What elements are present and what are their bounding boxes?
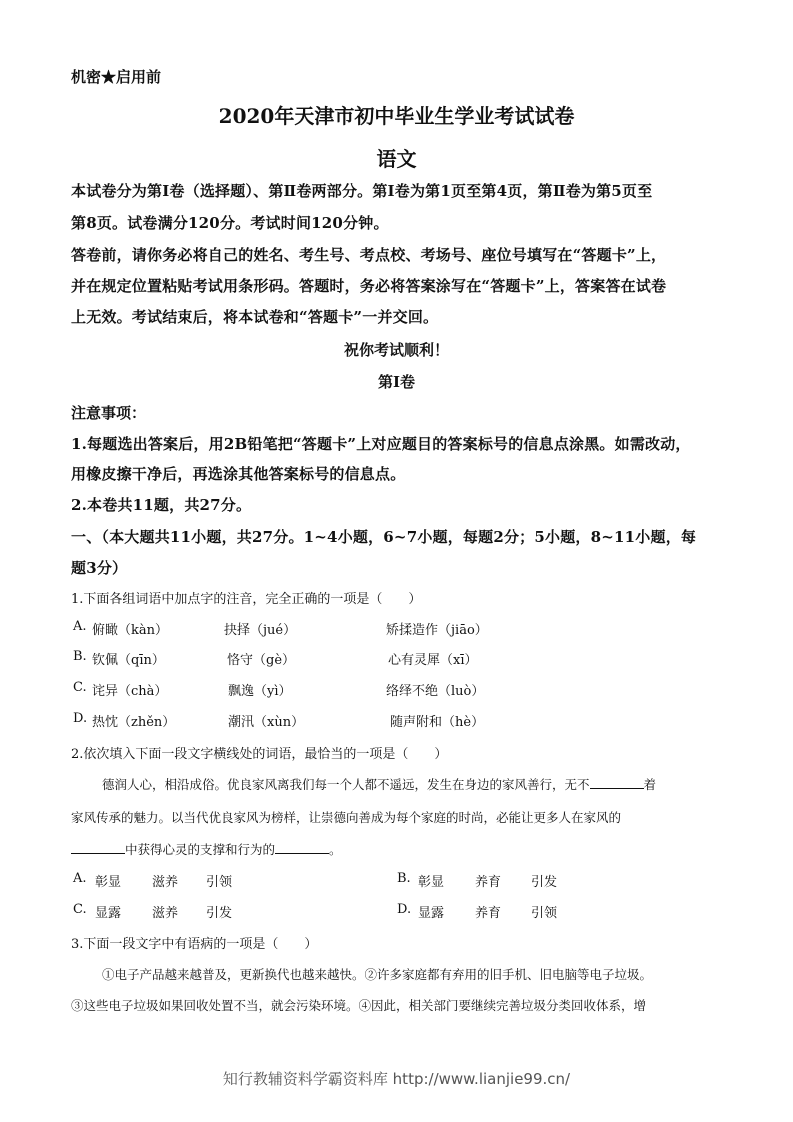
option-word-1: 钦佩（qīn） xyxy=(92,653,165,668)
note-1-line-2: 用橡皮擦干净后，再选涂其他答案标号的信息点。 xyxy=(71,465,406,483)
option-word-3: 随声附和（hè） xyxy=(390,715,485,730)
intro-line-5: 上无效。考试结束后，将本试卷和“答题卡”一并交回。 xyxy=(71,308,439,326)
intro-line-4: 并在规定位置粘贴考试用条形码。答题时，务必将答案涂写在“答题卡”上，答案答在试卷 xyxy=(71,277,667,295)
passage-text: 着 xyxy=(643,777,657,792)
option-word-3: 心有灵犀（xī） xyxy=(388,653,478,668)
section-1-line-2: 题3分） xyxy=(71,559,128,577)
option-word-3: 矫揉造作（jiāo） xyxy=(386,623,488,638)
q3-passage-line-1: ①电子产品越来越普及，更新换代也越来越快。②许多家庭都有弃用的旧手机、旧电脑等电子垃圾。 xyxy=(102,967,653,982)
option-word-2: 滋养 xyxy=(152,906,179,921)
q3-passage-line-2: ③这些电子垃圾如果回收处置不当，就会污染环境。④因此，相关部门要继续完善垃圾分类回收体系，增 xyxy=(71,998,647,1013)
passage-text: 。 xyxy=(329,842,342,857)
option-word-2: 潮汛（xùn） xyxy=(228,715,305,730)
option-word-1: 热忱（zhěn） xyxy=(92,715,176,730)
option-word-3: 络绎不绝（luò） xyxy=(386,684,485,699)
option-word-1: 诧异（chà） xyxy=(92,684,168,699)
intro-line-2: 第8页。试卷满分120分。考试时间120分钟。 xyxy=(71,214,389,232)
option-word-2: 滋养 xyxy=(152,875,179,890)
footer-watermark: 知行教辅资料学霸资料库 http://www.lianjie99.cn/ xyxy=(222,1070,571,1088)
option-word-2: 抉择（jué） xyxy=(224,623,297,638)
option-word-3: 引领 xyxy=(206,875,233,890)
notes-heading: 注意事项： xyxy=(71,404,147,422)
fill-blank-2 xyxy=(71,841,125,854)
option-word-2: 飘逸（yì） xyxy=(228,684,292,699)
option-label: C. xyxy=(73,680,87,695)
option-label: A. xyxy=(73,619,87,634)
option-word-1: 显露 xyxy=(95,906,122,921)
option-word-1: 显露 xyxy=(418,906,445,921)
option-label: C. xyxy=(73,902,87,917)
option-label: D. xyxy=(73,711,88,726)
q3-stem: 3.下面一段文字中有语病的一项是（ ） xyxy=(71,937,318,952)
q1-stem: 1.下面各组词语中加点字的注音，完全正确的一项是（ ） xyxy=(71,592,422,607)
option-word-3: 引发 xyxy=(531,875,558,890)
wish-text: 祝你考试顺利！ xyxy=(343,341,449,359)
section-1-line-1: 一、（本大题共11小题，共27分。1~4小题，6~7小题，每题2分；5小题，8~11小题，每 xyxy=(71,528,697,546)
intro-line-3: 答卷前，请你务必将自己的姓名、考生号、考点校、考场号、座位号填写在“答题卡”上， xyxy=(71,246,667,264)
confidential-mark: 机密★启用前 xyxy=(71,68,162,86)
passage-text: 德润人心，相沿成俗。优良家风离我们每一个人都不遥远，发生在身边的家风善行，无不 xyxy=(102,777,590,792)
option-word-2: 恪守（gè） xyxy=(227,653,296,668)
option-label: B. xyxy=(397,871,411,886)
option-word-3: 引领 xyxy=(531,906,558,921)
option-word-3: 引发 xyxy=(206,906,233,921)
option-word-1: 彰显 xyxy=(418,875,445,890)
option-word-1: 彰显 xyxy=(95,875,122,890)
option-word-2: 养育 xyxy=(475,875,502,890)
q2-passage-line-2: 家风传承的魅力。以当代优良家风为榜样，让崇德向善成为每个家庭的时尚，必能让更多人在家风的 xyxy=(71,810,622,825)
note-2: 2.本卷共11题，共27分。 xyxy=(71,496,252,514)
option-word-2: 养育 xyxy=(475,906,502,921)
volume-title: 第Ⅰ卷 xyxy=(377,373,416,391)
option-label: B. xyxy=(73,649,87,664)
passage-text: 中获得心灵的支撑和行为的 xyxy=(125,842,276,857)
intro-line-1: 本试卷分为第Ⅰ卷（选择题）、第Ⅱ卷两部分。第Ⅰ卷为第1页至第4页，第Ⅱ卷为第5页至 xyxy=(71,182,653,200)
q2-stem: 2.依次填入下面一段文字横线处的词语，最恰当的一项是（ ） xyxy=(71,747,448,762)
fill-blank-1 xyxy=(590,776,644,789)
option-label: D. xyxy=(397,902,412,917)
note-1-line-1: 1.每题选出答案后，用2B铅笔把“答题卡”上对应题目的答案标号的信息点涂黑。如需改动， xyxy=(71,435,691,453)
subject-title: 语文 xyxy=(376,147,417,171)
exam-title: 2020年天津市初中毕业生学业考试试卷 xyxy=(218,104,575,128)
option-label: A. xyxy=(73,871,87,886)
q2-passage-line-1 xyxy=(102,775,656,793)
q2-passage-line-3 xyxy=(71,840,342,858)
option-word-1: 俯瞰（kàn） xyxy=(92,623,169,638)
fill-blank-3 xyxy=(275,841,329,854)
